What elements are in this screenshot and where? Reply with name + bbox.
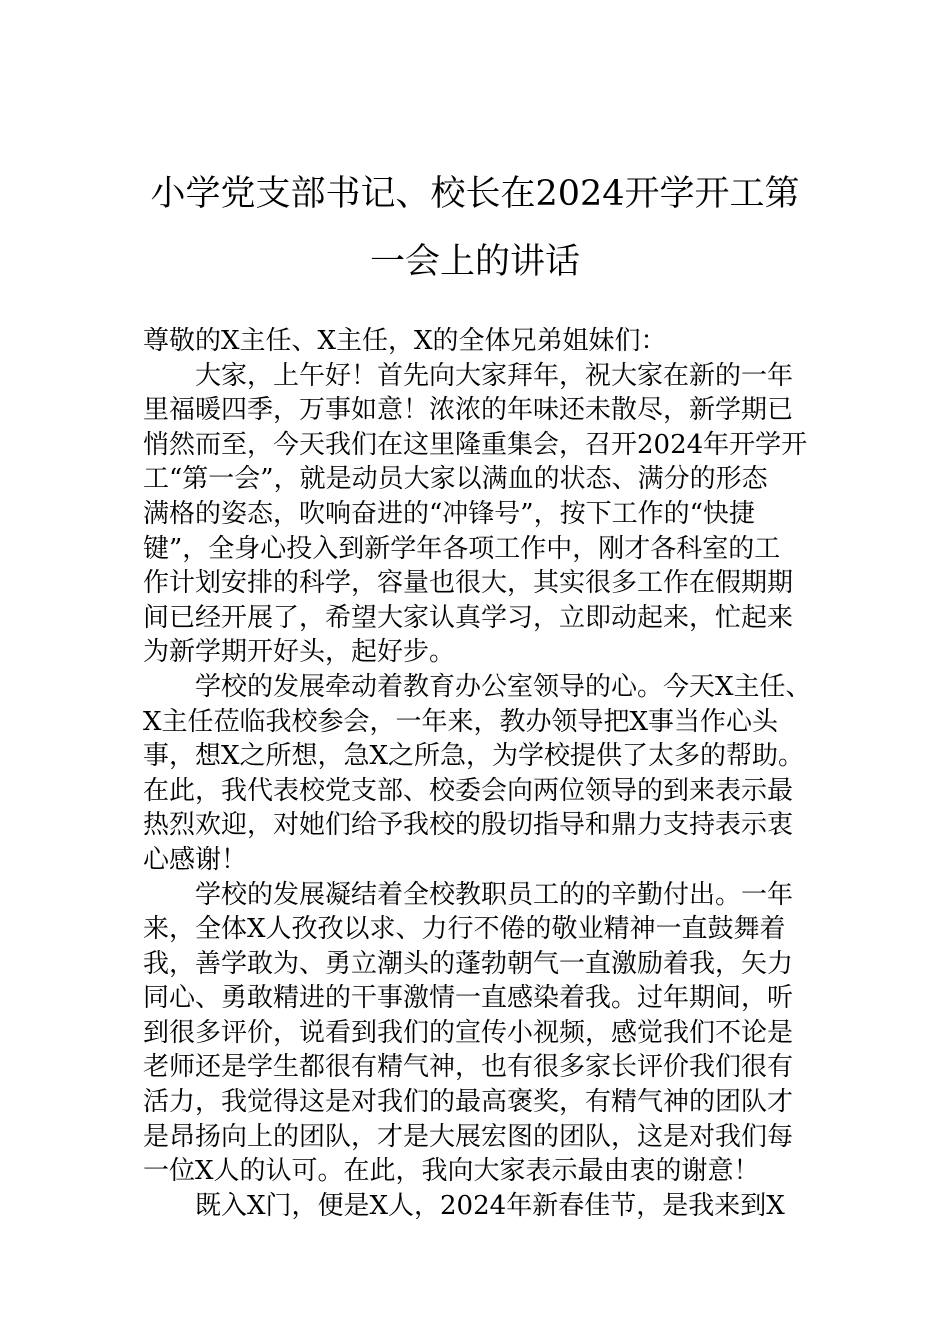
document-body (143, 324, 823, 1223)
text-line: 键”，全身心投入到新学年各项工作中，刚才各科室的工 (143, 533, 781, 564)
text-line: 心感谢！ (143, 844, 248, 875)
paragraph-2 (143, 670, 823, 878)
salutation: 尊敬的X主任、X主任，X的全体兄弟姐妹们： (143, 326, 667, 356)
text-line: 是昂扬向上的团队，才是大展宏图的团队，这是对我们每 (143, 1121, 794, 1152)
text-line: 间已经开展了，希望大家认真学习，立即动起来，忙起来 (143, 602, 794, 633)
text-line: 里福暖四季，万事如意！浓浓的年味还未散尽，新学期已 (143, 395, 794, 426)
text-line: 我，善学敢为、勇立潮头的蓬勃朝气一直激励着我，矢力 (143, 948, 794, 979)
text-line: 来，全体X人孜孜以求、力行不倦的敬业精神一直鼓舞着 (143, 914, 786, 945)
text-line: 工“第一会”，就是动员大家以满血的状态、满分的形态 (143, 464, 768, 495)
document-title (120, 160, 830, 296)
text-line: 悄然而至，今天我们在这里隆重集会，召开2024年开学开 (143, 429, 808, 460)
text-line: 作计划安排的科学，容量也很大，其实很多工作在假期期 (143, 568, 794, 599)
text-line: 热烈欢迎，对她们给予我校的殷切指导和鼎力支持表示衷 (143, 810, 794, 841)
text-line: 学校的发展凝结着全校教职员工的的辛勤付出。一年 (195, 879, 794, 910)
paragraph-3 (143, 878, 823, 1189)
text-line: 事，想X之所想，急X之所急，为学校提供了太多的帮助。 (143, 741, 805, 772)
text-line: X主任莅临我校参会，一年来，教办领导把X事当作心头 (143, 706, 779, 737)
text-line: 大家，上午好！首先向大家拜年，祝大家在新的一年 (195, 360, 794, 391)
text-line: 老师还是学生都很有精气神，也有很多家长评价我们很有 (143, 1052, 794, 1083)
text-line: 到很多评价，说看到我们的宣传小视频，感觉我们不论是 (143, 1017, 794, 1048)
text-line: 既入X门，便是X人，2024年新春佳节，是我来到X (195, 1190, 785, 1221)
paragraph-4 (143, 1189, 823, 1224)
text-line: 在此，我代表校党支部、校委会向两位领导的到来表示最 (143, 775, 794, 806)
paragraph-1 (143, 359, 823, 670)
text-line: 为新学期开好头，起好步。 (143, 637, 456, 668)
title-line: 一会上的讲话 (369, 242, 580, 282)
text-line: 一位X人的认可。在此，我向大家表示最由衷的谢意！ (143, 1156, 760, 1187)
title-line: 小学党支部书记、校长在2024开学开工第 (150, 174, 800, 214)
text-line: 活力，我觉得这是对我们的最高褒奖，有精气神的团队才 (143, 1087, 794, 1118)
text-line: 满格的姿态，吹响奋进的“冲锋号”，按下工作的“快捷 (143, 498, 755, 529)
text-line: 学校的发展牵动着教育办公室领导的心。今天X主任、 (195, 671, 812, 702)
text-line: 同心、勇敢精进的干事激情一直感染着我。过年期间，听 (143, 983, 794, 1014)
